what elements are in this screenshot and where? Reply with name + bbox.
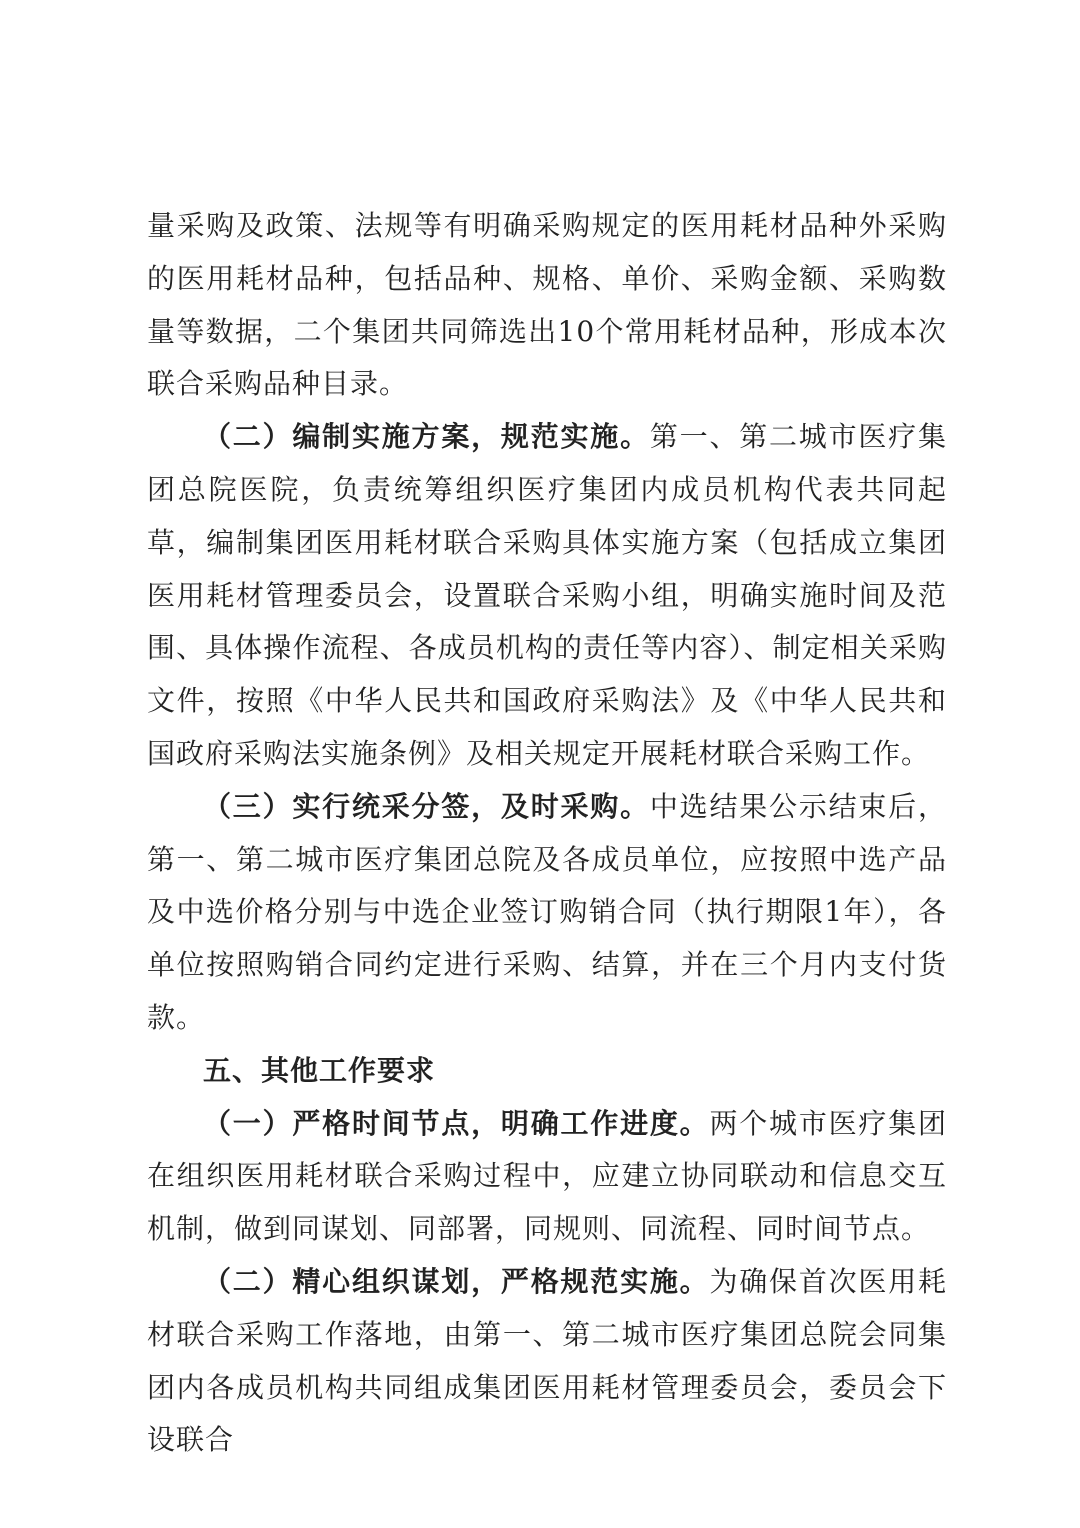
- paragraph-text: 量采购及政策、法规等有明确采购规定的医用耗材品种外采购的医用耗材品种，包括品种、规格、单价、采购金额、采购数量等数据，二个集团共同筛选出10个常用耗材品种，形成本次联合采购品种目录。: [147, 209, 947, 401]
- paragraph-section-3: [147, 781, 947, 1045]
- paragraph-lead: （二）精心组织谋划，严格规范实施。: [203, 1264, 710, 1298]
- paragraph-lead: （一）严格时间节点，明确工作进度。: [203, 1106, 710, 1140]
- paragraph-section-2: [147, 411, 947, 781]
- paragraph-text: 第一、第二城市医疗集团总院医院，负责统筹组织医疗集团内成员机构代表共同起草，编制集团医用耗材联合采购具体实施方案（包括成立集团医用耗材管理委员会，设置联合采购小组，明确实施时间及范围、具体操作流程、各成员机构的责任等内容）、制定相关采购文件，按照《中华人民共和国政府采购法》及《中华人民共和国政府采购法实施条例》及相关规定开展耗材联合采购工作。: [147, 420, 947, 770]
- document-body: [147, 200, 947, 1467]
- heading-text: 五、其他工作要求: [203, 1053, 436, 1087]
- paragraph-requirement-2: [147, 1256, 947, 1467]
- paragraph-text: 两个城市医疗集团在组织医用耗材联合采购过程中，应建立协同联动和信息交互机制，做到同谋划、同部署，同规则、同流程、同时间节点。: [147, 1106, 947, 1246]
- paragraph-continuation: [147, 200, 947, 411]
- section-heading: [147, 1045, 947, 1098]
- paragraph-text: 中选结果公示结束后，第一、第二城市医疗集团总院及各成员单位，应按照中选产品及中选价格分别与中选企业签订购销合同（执行期限1年），各单位按照购销合同约定进行采购、结算，并在三个月内支付货款。: [147, 789, 947, 1034]
- paragraph-text: 为确保首次医用耗材联合采购工作落地，由第一、第二城市医疗集团总院会同集团内各成员机构共同组成集团医用耗材管理委员会，委员会下设联合: [147, 1264, 947, 1457]
- paragraph-requirement-1: [147, 1098, 947, 1256]
- paragraph-lead: （三）实行统采分签，及时采购。: [203, 789, 650, 823]
- paragraph-lead: （二）编制实施方案，规范实施。: [203, 420, 650, 454]
